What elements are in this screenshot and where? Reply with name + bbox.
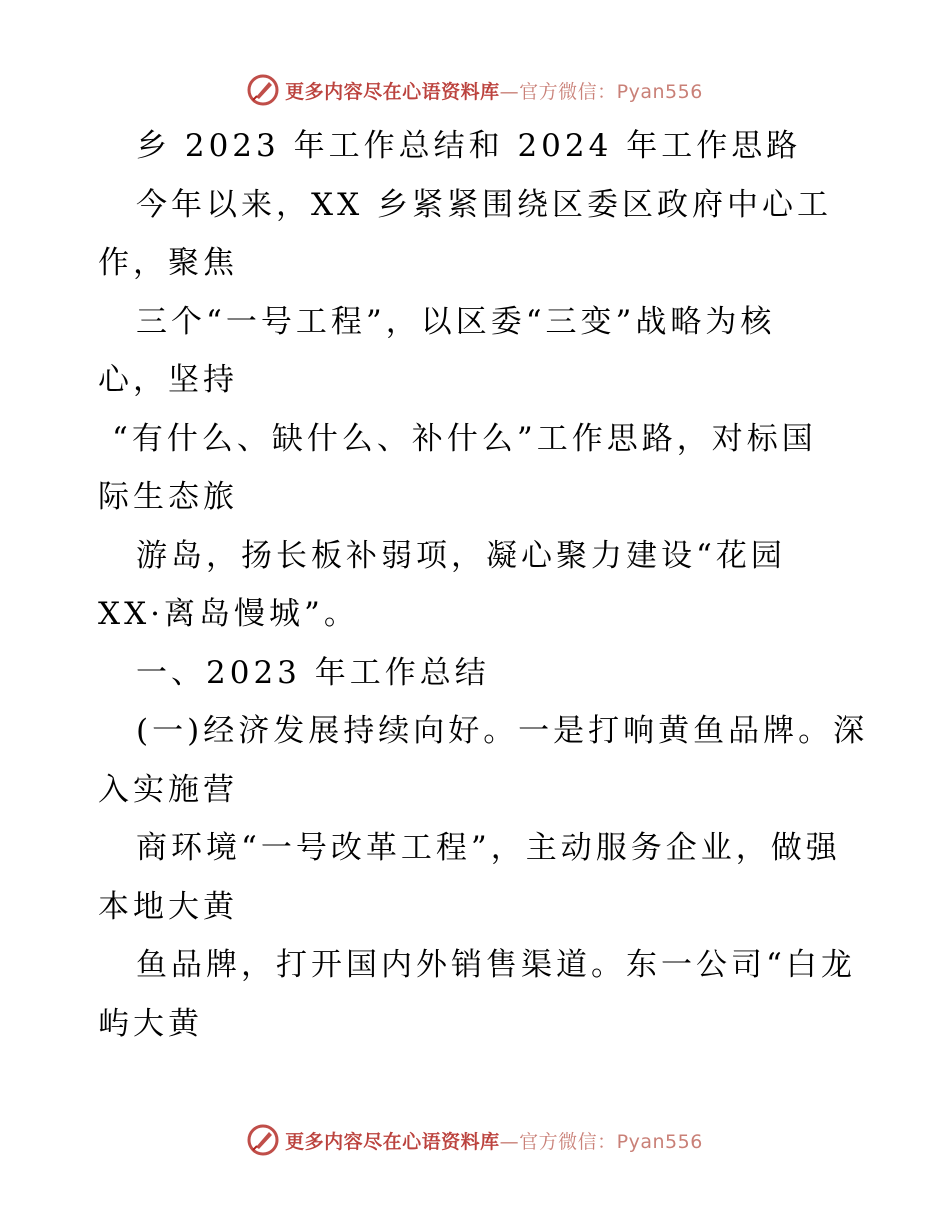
banner-site-name: 更多内容尽在心语资料库 <box>285 1130 500 1153</box>
banner-site-text <box>285 1127 703 1154</box>
body-line: 作，聚焦 <box>98 245 238 281</box>
document-title: 乡 2023 年工作总结和 2024 年工作思路 <box>136 128 802 164</box>
banner-dash: — <box>499 80 520 103</box>
body-line: 三个“一号工程”，以区委“三变”战略为核 <box>136 304 776 340</box>
body-line: 鱼品牌，打开国内外销售渠道。东一公司“白龙 <box>136 947 856 983</box>
banner-wechat: 官方微信：Pyan556 <box>519 80 703 103</box>
header-banner <box>0 70 950 110</box>
body-line: 本地大黄 <box>98 889 238 925</box>
banner-dash: — <box>499 1130 520 1153</box>
body-line: 屿大黄 <box>98 1006 203 1042</box>
body-line: 商环境“一号改革工程”，主动服务企业，做强 <box>136 830 841 866</box>
body-line: 心，坚持 <box>98 362 238 398</box>
banner-site-text <box>285 77 703 104</box>
quill-pen-seal-icon <box>247 74 279 106</box>
body-line: (一)经济发展持续向好。一是打响黄鱼品牌。深 <box>136 713 869 749</box>
quill-pen-seal-icon <box>247 1124 279 1156</box>
body-line: 游岛，扬长板补弱项，凝心聚力建设“花园 <box>136 538 786 574</box>
footer-banner <box>0 1120 950 1160</box>
banner-site-name: 更多内容尽在心语资料库 <box>285 80 500 103</box>
body-line: XX·离岛慢城”。 <box>98 596 359 632</box>
body-line: “有什么、缺什么、补什么”工作思路，对标国 <box>112 421 817 457</box>
body-line: 今年以来，XX 乡紧紧围绕区委区政府中心工 <box>136 187 832 223</box>
banner-wechat: 官方微信：Pyan556 <box>519 1130 703 1153</box>
body-line: 际生态旅 <box>98 479 238 515</box>
body-line: 入实施营 <box>98 772 238 808</box>
section-heading: 一、2023 年工作总结 <box>136 655 490 691</box>
